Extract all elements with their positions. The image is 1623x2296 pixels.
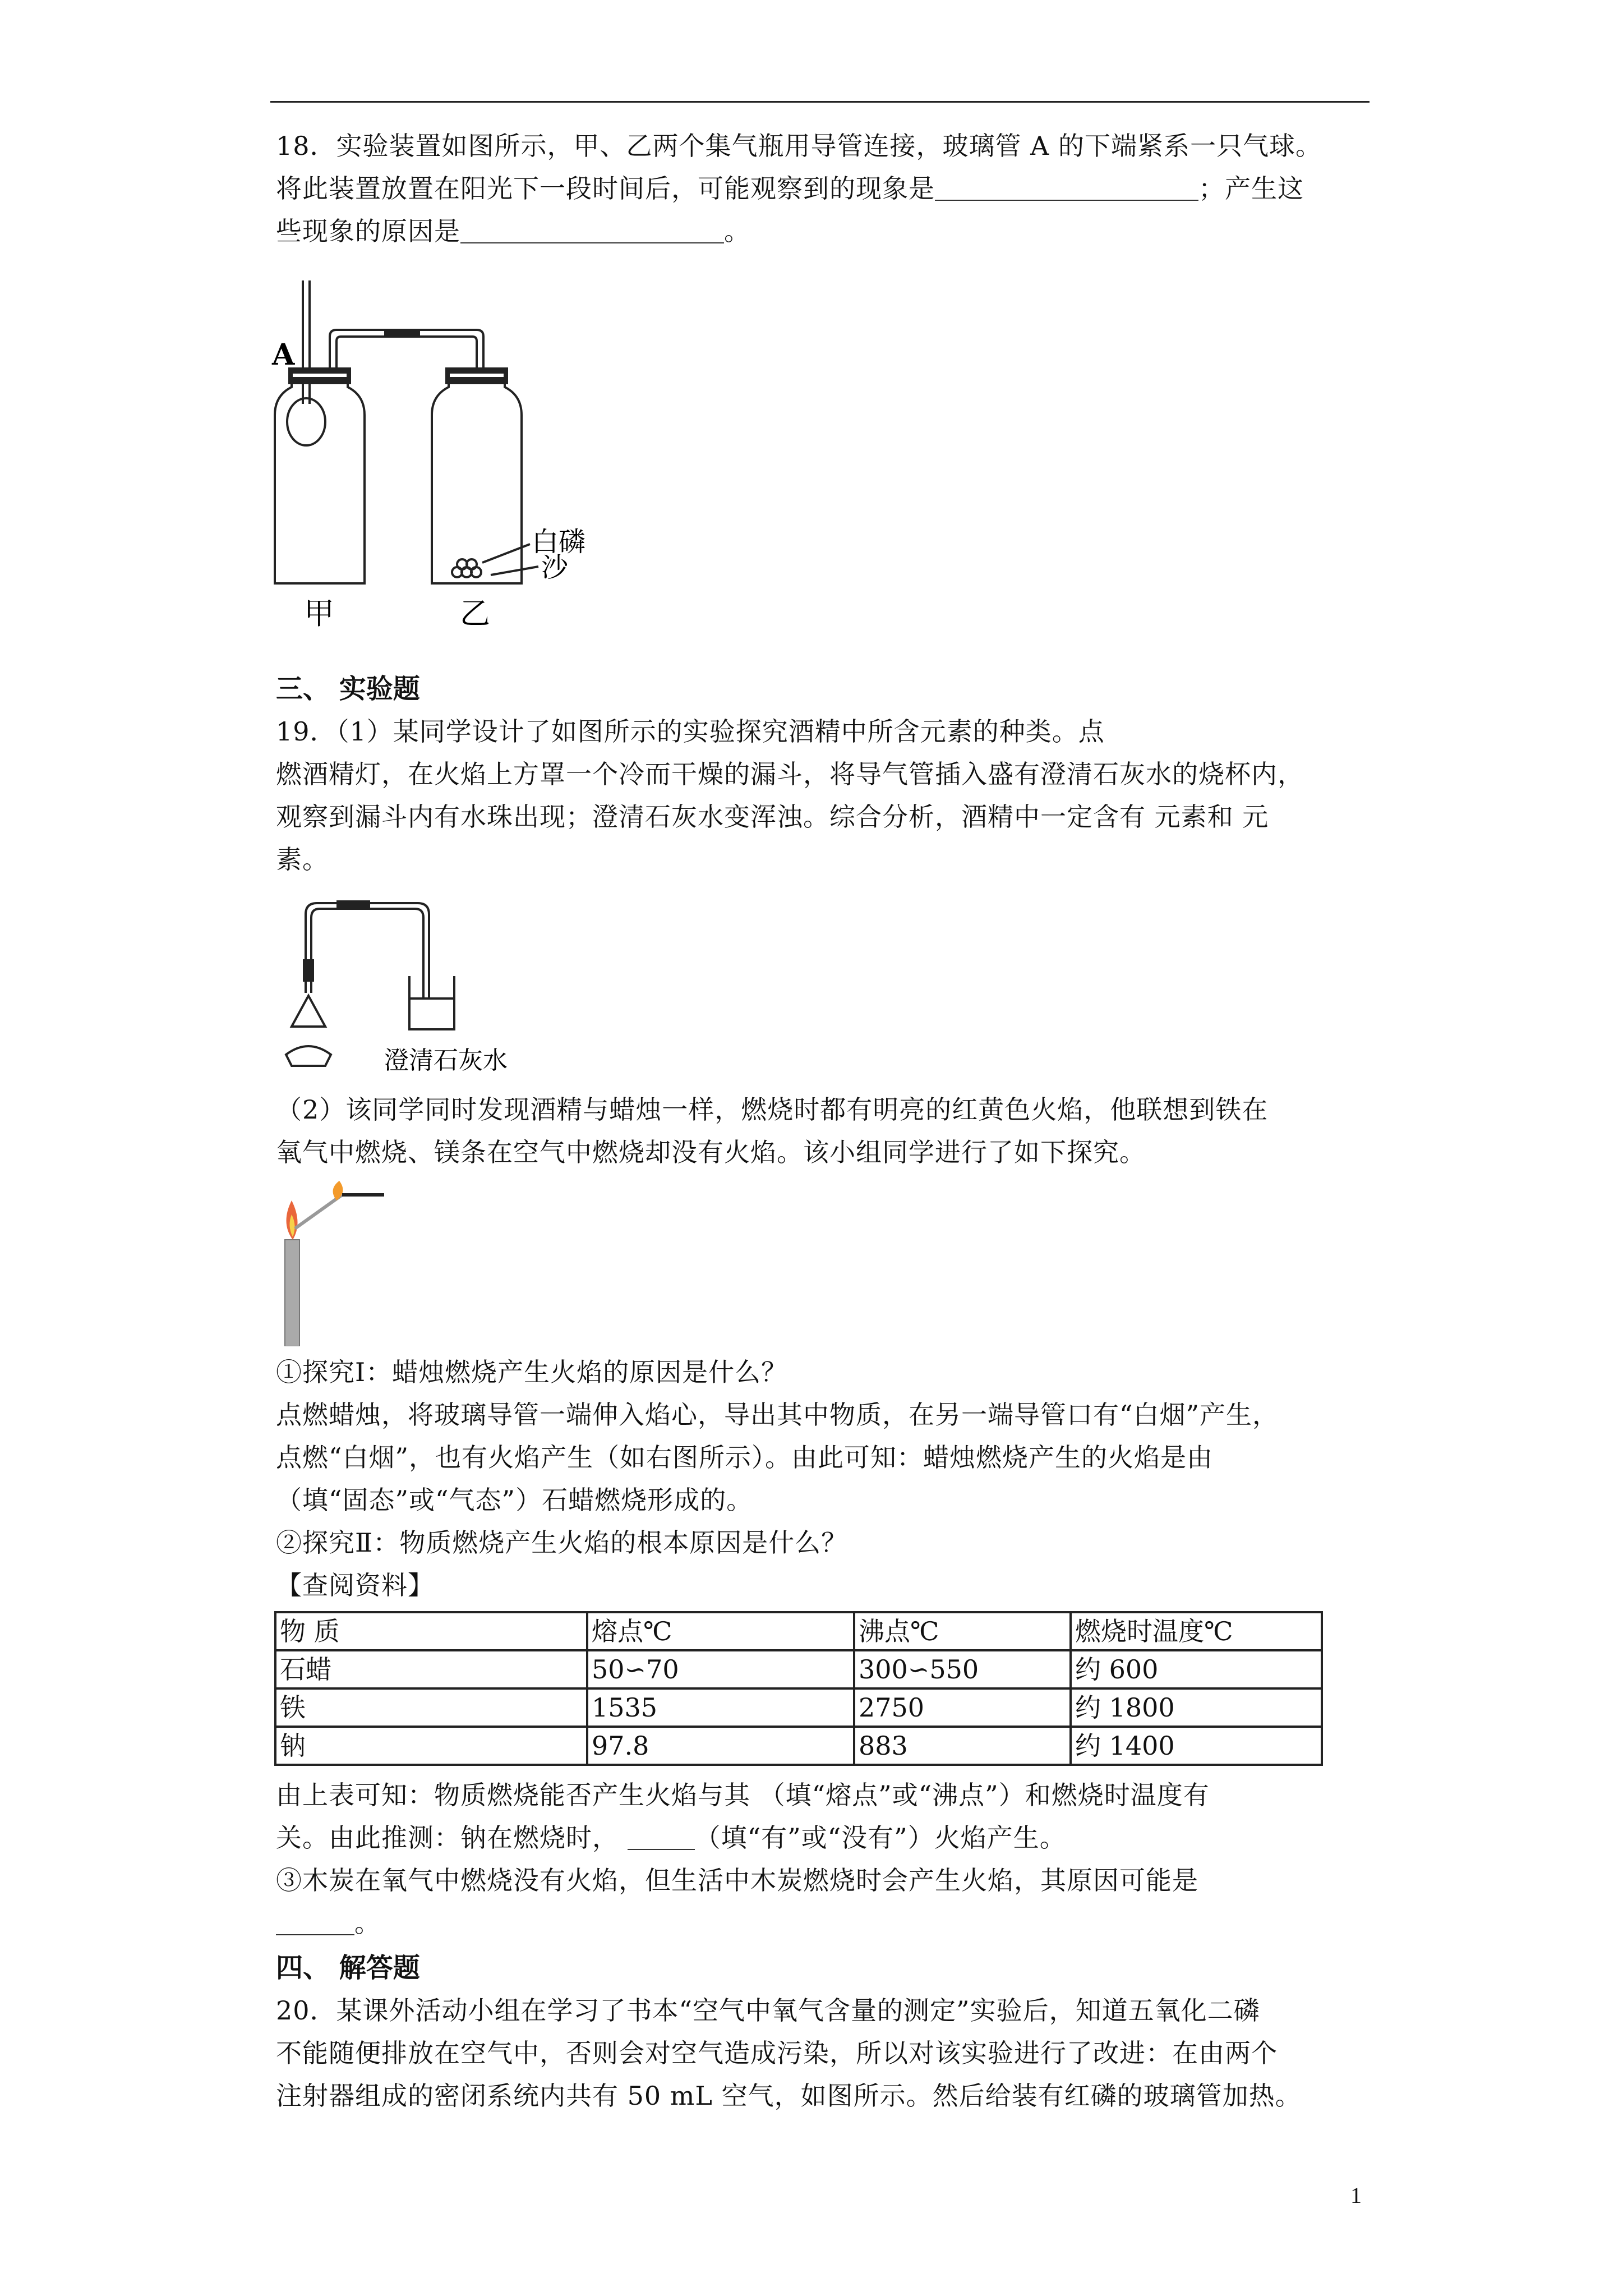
header-rule [270,101,1370,103]
label-a: A [272,338,295,372]
label-yi: 乙 [460,596,490,631]
table-cell: 300∽550 [854,1650,1071,1688]
table-cell: 约 1400 [1071,1727,1322,1765]
table-cell: 石蜡 [275,1650,587,1688]
gas-bottles-figure [269,275,628,639]
table-header: 沸点℃ [854,1612,1071,1650]
table-row [275,1727,1322,1765]
table-cell: 约 1800 [1071,1688,1322,1727]
answer-blank [276,1910,354,1935]
table-row [275,1688,1322,1727]
reference-title: 【查阅资料】 [276,1570,434,1600]
q20-line1: 20．某课外活动小组在学习了书本“空气中氧气含量的测定”实验后，知道五氧化二磷 [276,1995,1260,2026]
label-limewater: 澄清石灰水 [384,1046,508,1075]
explore2-title: ②探究Ⅱ：物质燃烧产生火焰的根本原因是什么？ [276,1527,848,1558]
table-cell: 铁 [275,1688,587,1727]
q18-line1: 18．实验装置如图所示，甲、乙两个集气瓶用导管连接，玻璃管 A 的下端紧系一只气球。 [276,131,1322,161]
q19-line3: 观察到漏斗内有水珠出现；澄清石灰水变浑浊。综合分析，酒精中一定含有 元素和 元 [276,802,1269,832]
table-header: 物 质 [275,1612,587,1650]
after-table-line2: 关。由此推测：钠在燃烧时， （填“有”或“没有”）火焰产生。 [276,1823,1066,1853]
question-18 [276,125,1381,252]
question-19-part2 [276,1088,1381,1174]
after-table-section [276,1774,1381,1944]
alcohol-lamp-figure [269,886,527,1077]
q19-p2-line1: （2）该同学同时发现酒精与蜡烛一样，燃烧时都有明亮的红黄色火焰，他联想到铁在 [276,1094,1269,1125]
q19-p2-line2: 氧气中燃烧、镁条在空气中燃烧却没有火焰。该小组同学进行了如下探究。 [276,1137,1146,1167]
table-cell: 1535 [587,1688,854,1727]
label-sha: 沙 [541,552,569,583]
table-cell: 2750 [854,1688,1071,1727]
q19-line4: 素。 [276,844,329,875]
page-number: 1 [1350,2183,1362,2208]
question-20 [276,1989,1381,2117]
table-cell: 钠 [275,1727,587,1765]
q19-line1: 19．（1）某同学设计了如图所示的实验探究酒精中所含元素的种类。点 [276,716,1105,747]
explore3-line2: 。 [276,1902,1381,1944]
answer-blank [935,175,1198,201]
candle-figure [280,1178,404,1346]
label-bailin: 白磷 [532,526,586,558]
explore1-line3: （填“固态”或“气态”）石蜡燃烧形成的。 [276,1485,753,1515]
table-header-row [275,1612,1322,1650]
q19-line2: 燃酒精灯，在火焰上方罩一个冷而干燥的漏斗，将导气管插入盛有澄清石灰水的烧杯内， [276,759,1304,789]
q18-line2: 将此装置放置在阳光下一段时间后，可能观察到的现象是 ；产生这 [276,173,1304,204]
table-row [275,1650,1322,1688]
answer-blank [628,1824,695,1850]
section-4-heading: 四、 解答题 [276,1952,420,1984]
q20-line3: 注射器组成的密闭系统内共有 50 mL 空气，如图所示。然后给装有红磷的玻璃管加热。 [276,2081,1302,2111]
q20-line2: 不能随便排放在空气中，否则会对空气造成污染，所以对该实验进行了改进：在由两个 [276,2038,1278,2068]
table-header: 燃烧时温度℃ [1071,1612,1322,1650]
explore3-line1: ③木炭在氧气中燃烧没有火焰，但生活中木炭燃烧时会产生火焰，其原因可能是 [276,1865,1198,1895]
table-cell: 50∽70 [587,1650,854,1688]
explore1-title: ①探究Ⅰ：蜡烛燃烧产生火焰的原因是什么？ [276,1357,788,1387]
explore1-line2: 点燃“白烟”，也有火焰产生（如右图所示）。由此可知：蜡烛燃烧产生的火焰是由 [276,1442,1214,1473]
q18-line3: 些现象的原因是 。 [276,216,750,246]
label-jia: 甲 [304,596,334,631]
table-cell: 97.8 [587,1727,854,1765]
table-cell: 约 600 [1071,1650,1322,1688]
table-cell: 883 [854,1727,1071,1765]
question-19-part1 [276,710,1381,881]
explore-section [276,1351,1381,1607]
properties-table [274,1611,1323,1766]
section-3-heading: 三、 实验题 [276,673,420,705]
answer-blank [460,218,724,243]
explore1-line1: 点燃蜡烛，将玻璃导管一端伸入焰心，导出其中物质，在另一端导管口有“白烟”产生， [276,1400,1279,1430]
table-header: 熔点℃ [587,1612,854,1650]
after-table-line1: 由上表可知：物质燃烧能否产生火焰与其 （填“熔点”或“沸点”）和燃烧时温度有 [276,1780,1210,1810]
